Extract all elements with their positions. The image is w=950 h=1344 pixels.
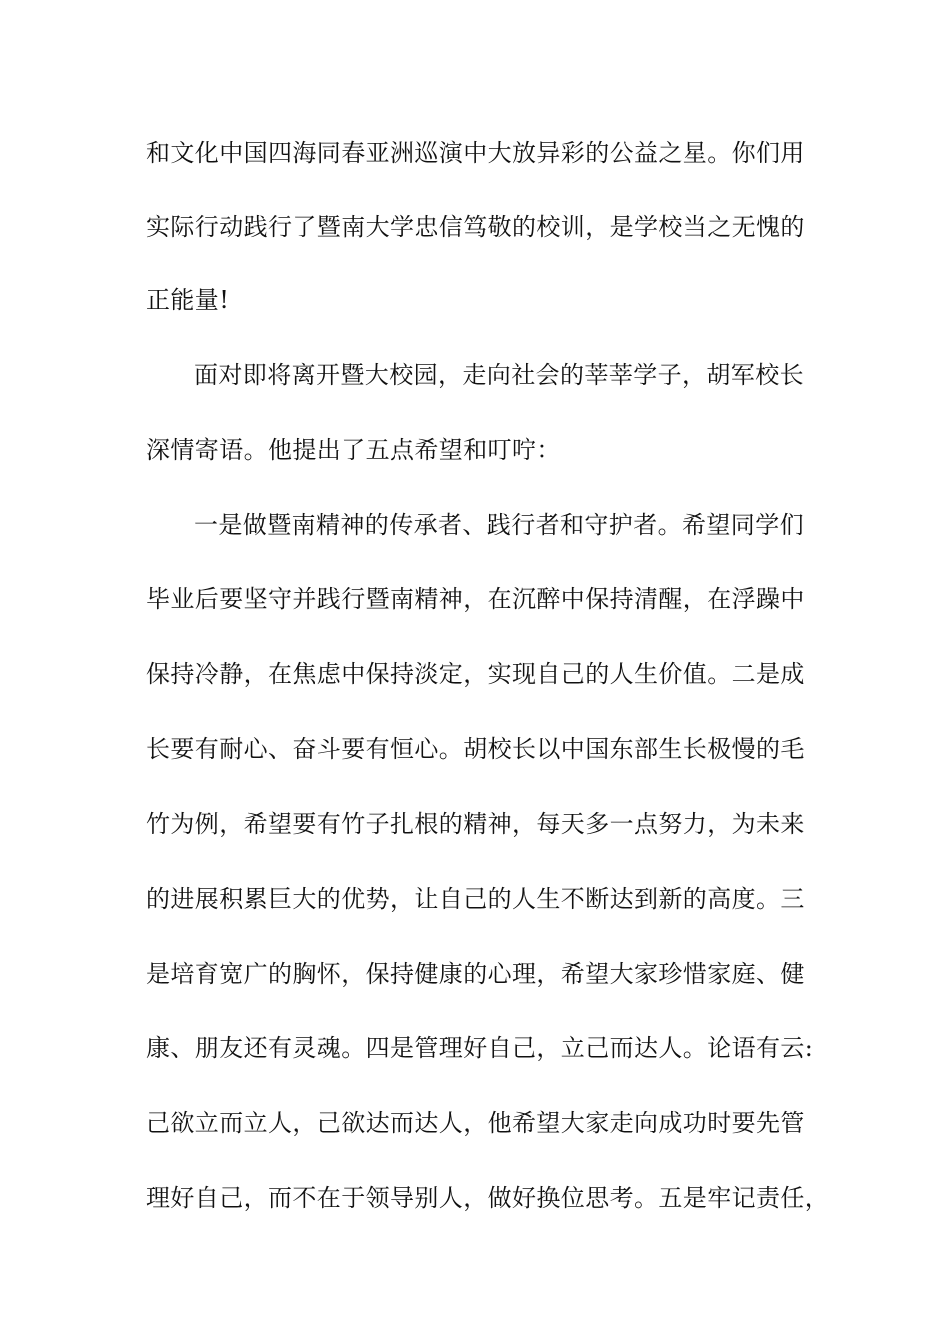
text-line: 竹为例，希望要有竹子扎根的精神，每天多一点努力，为未来 [146, 810, 805, 838]
text-line: 正能量! [146, 286, 230, 314]
text-line: 和文化中国四海同春亚洲巡演中大放异彩的公益之星。你们用 [146, 139, 805, 167]
text-line: 实际行动践行了暨南大学忠信笃敬的校训，是学校当之无愧的 [146, 213, 805, 241]
text-line: 是培育宽广的胸怀，保持健康的心理，希望大家珍惜家庭、健 [146, 960, 805, 988]
text-line: 康、朋友还有灵魂。四是管理好自己，立己而达人。论语有云: [146, 1034, 814, 1062]
text-line: 己欲立而立人，己欲达而达人，他希望大家走向成功时要先管 [146, 1109, 805, 1137]
text-line: 毕业后要坚守并践行暨南精神，在沉醉中保持清醒，在浮躁中 [146, 585, 805, 613]
text-line: 长要有耐心、奋斗要有恒心。胡校长以中国东部生长极慢的毛 [146, 735, 805, 763]
text-line: 的进展积累巨大的优势，让自己的人生不断达到新的高度。三 [146, 885, 805, 913]
paragraph-first-line: 面对即将离开暨大校园，走向社会的莘莘学子，胡军校长 [194, 361, 804, 389]
text-line: 理好自己，而不在于领导别人，做好换位思考。五是牢记责任， [146, 1184, 830, 1212]
paragraph-first-line: 一是做暨南精神的传承者、践行者和守护者。希望同学们 [194, 511, 804, 539]
text-line: 深情寄语。他提出了五点希望和叮咛： [146, 436, 561, 464]
text-line: 保持冷静，在焦虑中保持淡定，实现自己的人生价值。二是成 [146, 660, 805, 688]
